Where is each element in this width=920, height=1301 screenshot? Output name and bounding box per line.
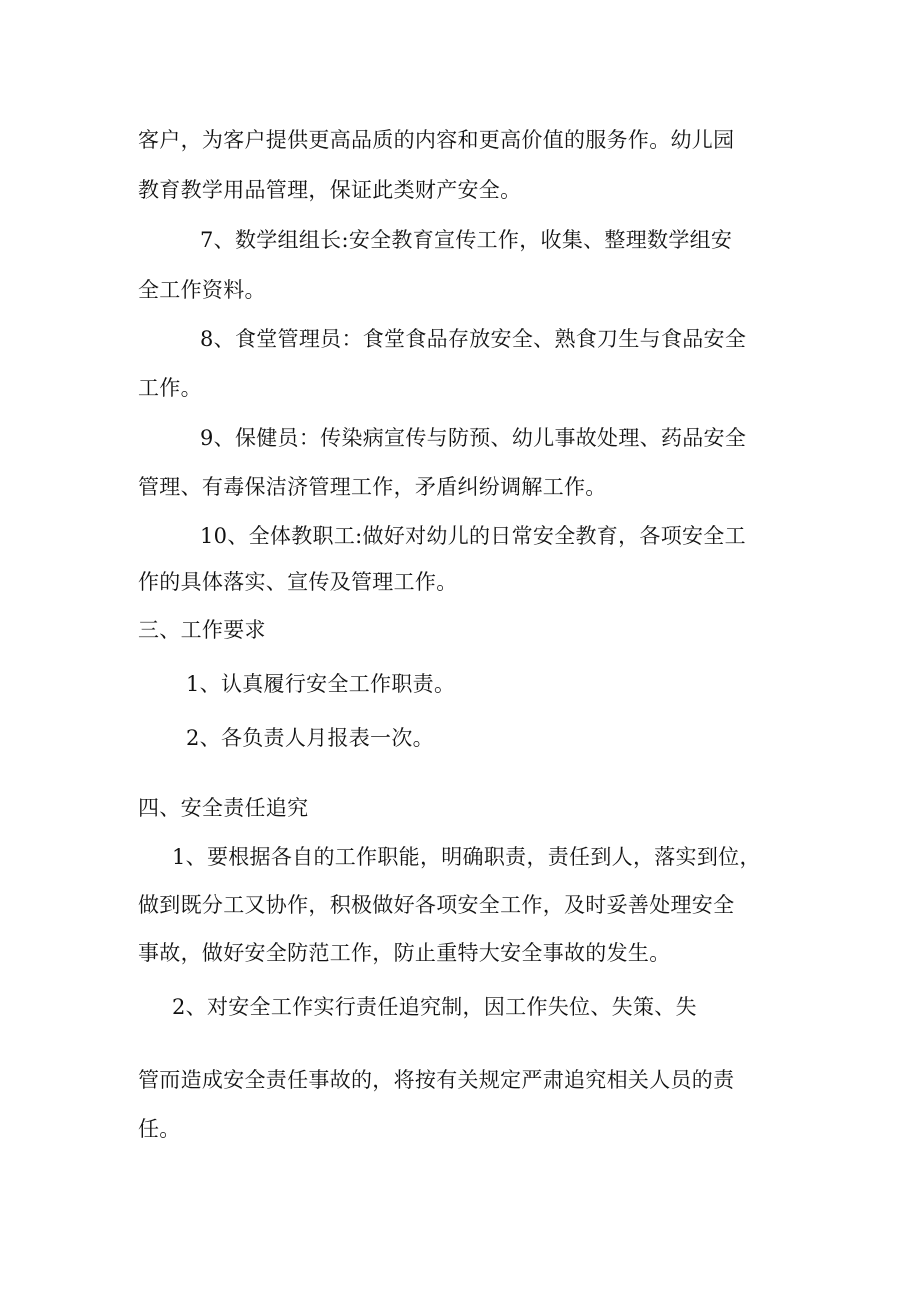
paragraph-line: 教育教学用品管理，保证此类财产安全。 (138, 178, 522, 202)
paragraph-line: 作的具体落实、宣传及管理工作。 (138, 570, 458, 594)
paragraph-line: 客户，为客户提供更高品质的内容和更高价值的服务作。幼儿园 (138, 128, 735, 152)
paragraph-line: 管而造成安全责任事故的，将按有关规定严肃追究相关人员的责 (138, 1068, 735, 1092)
paragraph-line: 工作。 (138, 376, 202, 400)
paragraph-line: 任。 (138, 1117, 181, 1141)
paragraph-line: 7、数学组组长:安全教育宣传工作，收集、整理数学组安 (200, 228, 733, 252)
list-item: 2、各负责人月报表一次。 (186, 726, 434, 750)
paragraph-line: 做到既分工又协作，积极做好各项安全工作，及时妥善处理安全 (138, 893, 735, 917)
paragraph-line: 全工作资料。 (138, 278, 266, 302)
list-item: 1、认真履行安全工作职责。 (186, 672, 456, 696)
section-heading: 三、工作要求 (138, 618, 266, 642)
paragraph-line: 事故，做好安全防范工作，防止重特大安全事故的发生。 (138, 941, 671, 965)
paragraph-line: 2、对安全工作实行责任追究制，因工作失位、失策、失 (172, 995, 697, 1019)
paragraph-line: 管理、有毒保洁济管理工作，矛盾纠纷调解工作。 (138, 475, 607, 499)
section-heading: 四、安全责任追究 (138, 796, 309, 820)
paragraph-line: 9、保健员：传染病宣传与防预、幼儿事故处理、药品安全 (200, 426, 747, 450)
paragraph-line: 1、要根据各自的工作职能，明确职责，责任到人，落实到位， (172, 845, 761, 869)
paragraph-line: 10、全体教职工:做好对幼儿的日常安全教育，各项安全工 (200, 524, 746, 548)
paragraph-line: 8、食堂管理员：食堂食品存放安全、熟食刀生与食品安全 (200, 327, 747, 351)
